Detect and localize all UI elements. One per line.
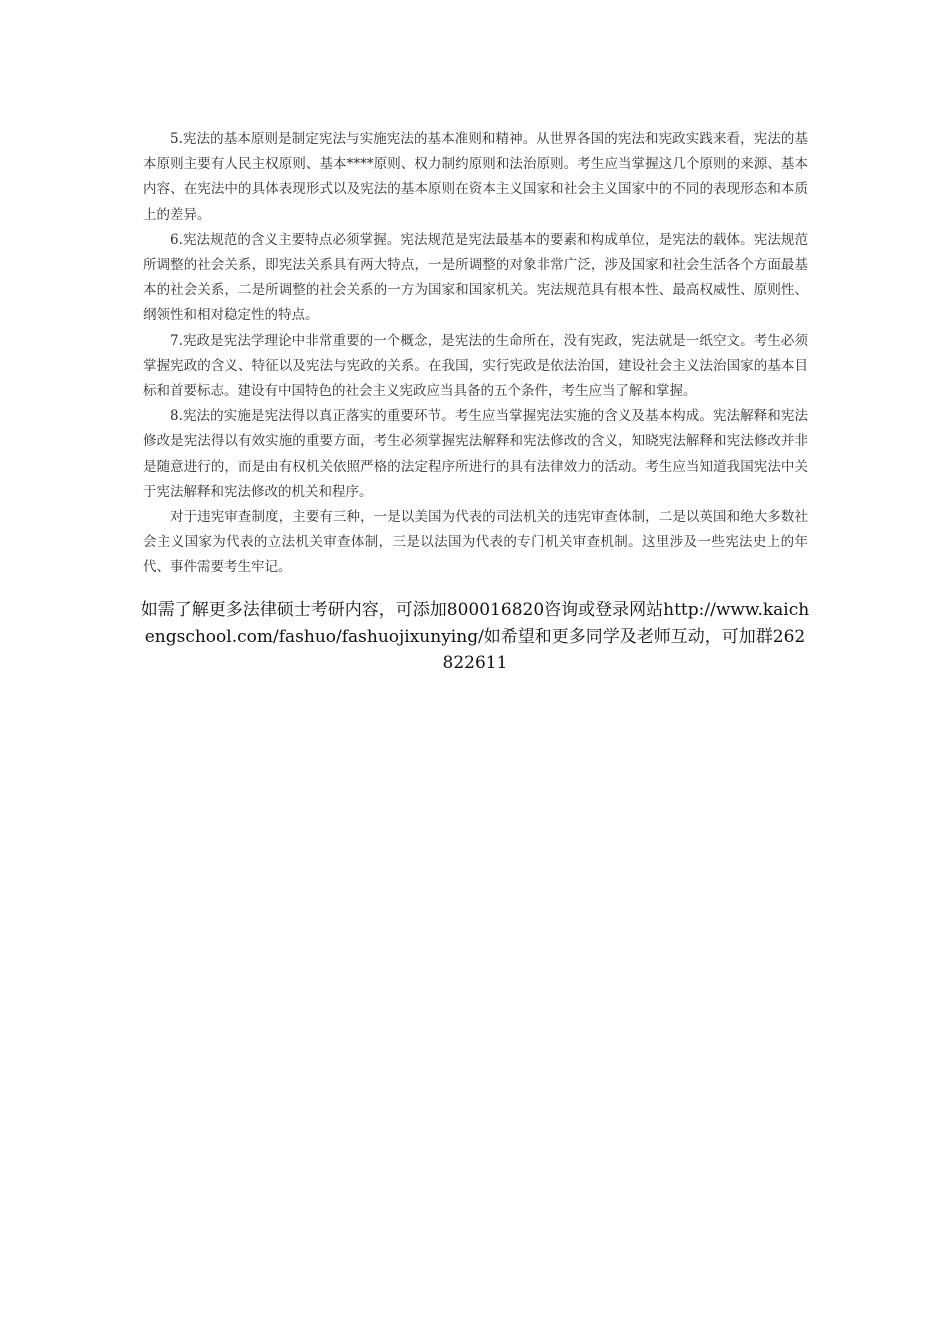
paragraph-constitutionalism: 7.宪政是宪法学理论中非常重要的一个概念，是宪法的生命所在，没有宪政，宪法就是一纸空文。考生必须掌握宪政的含义、特征以及宪法与宪政的关系。在我国，实行宪政是依法治国，建设社会主义法治国家的基本目标和首要标志。建设有中国特色的社会主义宪政应当具备的五个条件，考生应当了解和掌握。 — [143, 332, 808, 400]
paragraph-constitution-norms: 6.宪法规范的含义主要特点必须掌握。宪法规范是宪法最基本的要素和构成单位，是宪法的载体。宪法规范所调整的社会关系，即宪法关系具有两大特点，一是所调整的对象非常广泛，涉及国家和社会生活各个方面最基本的社会关系，二是所调整的社会关系的一方为国家和国家机关。宪法规范具有根本性、最高权威性、原则性、纲领性和相对稳定性的特点。 — [143, 231, 808, 324]
paragraph-constitution-implementation: 8.宪法的实施是宪法得以真正落实的重要环节。考生应当掌握宪法实施的含义及基本构成。宪法解释和宪法修改是宪法得以有效实施的重要方面，考生必须掌握宪法解释和宪法修改的含义，知晓宪法解释和宪法修改并非是随意进行的，而是由有权机关依照严格的法定程序所进行的具有法律效力的活动。考生应当知道我国宪法中关于宪法解释和宪法修改的机关和程序。 — [143, 408, 808, 500]
paragraph-constitution-principles: 5.宪法的基本原则是制定宪法与实施宪法的基本准则和精神。从世界各国的宪法和宪政实践来看，宪法的基本原则主要有人民主权原则、基本****原则、权力制约原则和法治原则。考生应当掌握这几个原则的来源、基本内容、在宪法中的具体表现形式以及宪法的基本原则在资本主义国家和社会主义国家中的不同的表现形态和本质上的差异。 — [143, 131, 808, 223]
document-body — [143, 127, 808, 581]
paragraph-judicial-review: 对于违宪审查制度，主要有三种，一是以美国为代表的司法机关的违宪审查体制，二是以英国和绝大多数社会主义国家为代表的立法机关审查体制，三是以法国为代表的专门机关审查机制。这里涉及一些宪法史上的年代、事件需要考生牢记。 — [143, 509, 808, 576]
contact-footer-note: 如需了解更多法律硕士考研内容，可添加800016820咨询或登录网站http://www.kaichengschool.com/fashuo/fashuojixunying/如希望和更多同学及老师互动，可加群262822611 — [140, 600, 810, 673]
